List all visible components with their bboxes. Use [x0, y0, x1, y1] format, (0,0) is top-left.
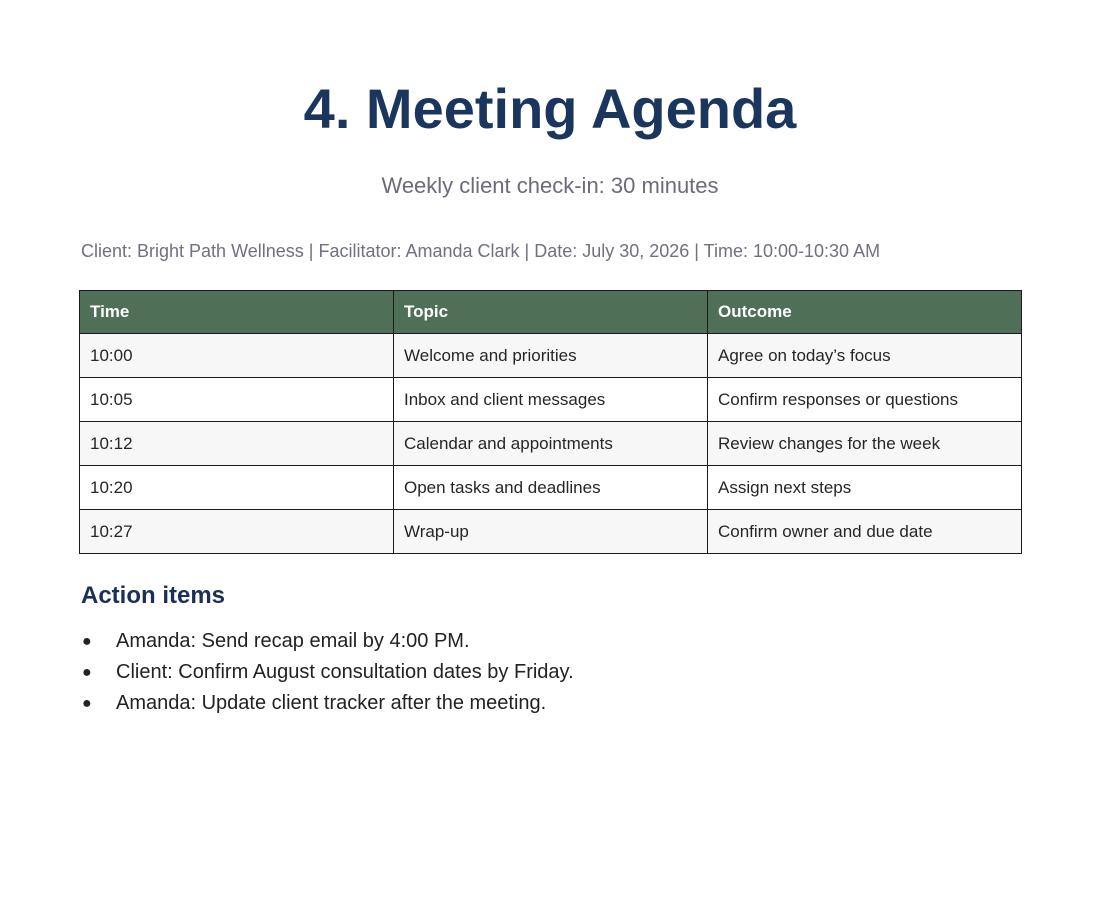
cell-time: 10:20 [80, 466, 394, 510]
cell-time: 10:00 [80, 334, 394, 378]
action-items-heading: Action items [81, 582, 226, 609]
cell-time: 10:27 [80, 510, 394, 554]
cell-time: 10:05 [80, 378, 394, 422]
column-header-outcome: Outcome [708, 291, 1022, 334]
action-items-list [81, 626, 574, 719]
column-header-topic: Topic [394, 291, 708, 334]
list-item [81, 688, 574, 719]
page-subtitle: Weekly client check-in: 30 minutes [381, 173, 719, 198]
cell-topic: Welcome and priorities [394, 334, 708, 378]
table-row [80, 378, 1022, 422]
bullet-icon: ● [82, 664, 92, 681]
column-header-time: Time [80, 291, 394, 334]
cell-outcome: Assign next steps [708, 466, 1022, 510]
table-row [80, 510, 1022, 554]
table-row [80, 334, 1022, 378]
table-header-row [80, 291, 1022, 334]
cell-topic: Inbox and client messages [394, 378, 708, 422]
meeting-details: Client: Bright Path Wellness | Facilitator: Amanda Clark | Date: July 30, 2026 | Time: 10:00-10:30 AM [81, 241, 881, 261]
table-row [80, 422, 1022, 466]
cell-outcome: Agree on today’s focus [708, 334, 1022, 378]
page-title: 4. Meeting Agenda [303, 77, 797, 140]
cell-time: 10:12 [80, 422, 394, 466]
list-item-text: Client: Confirm August consultation dates by Friday. [116, 661, 574, 683]
cell-topic: Open tasks and deadlines [394, 466, 708, 510]
cell-outcome: Confirm responses or questions [708, 378, 1022, 422]
bullet-icon: ● [82, 695, 92, 712]
cell-outcome: Review changes for the week [708, 422, 1022, 466]
list-item-text: Amanda: Update client tracker after the meeting. [116, 692, 547, 714]
list-item-text: Amanda: Send recap email by 4:00 PM. [116, 630, 470, 652]
cell-outcome: Confirm owner and due date [708, 510, 1022, 554]
table-row [80, 466, 1022, 510]
list-item [81, 626, 574, 657]
cell-topic: Wrap-up [394, 510, 708, 554]
cell-topic: Calendar and appointments [394, 422, 708, 466]
bullet-icon: ● [82, 633, 92, 650]
agenda-table [79, 290, 1022, 554]
list-item [81, 657, 574, 688]
